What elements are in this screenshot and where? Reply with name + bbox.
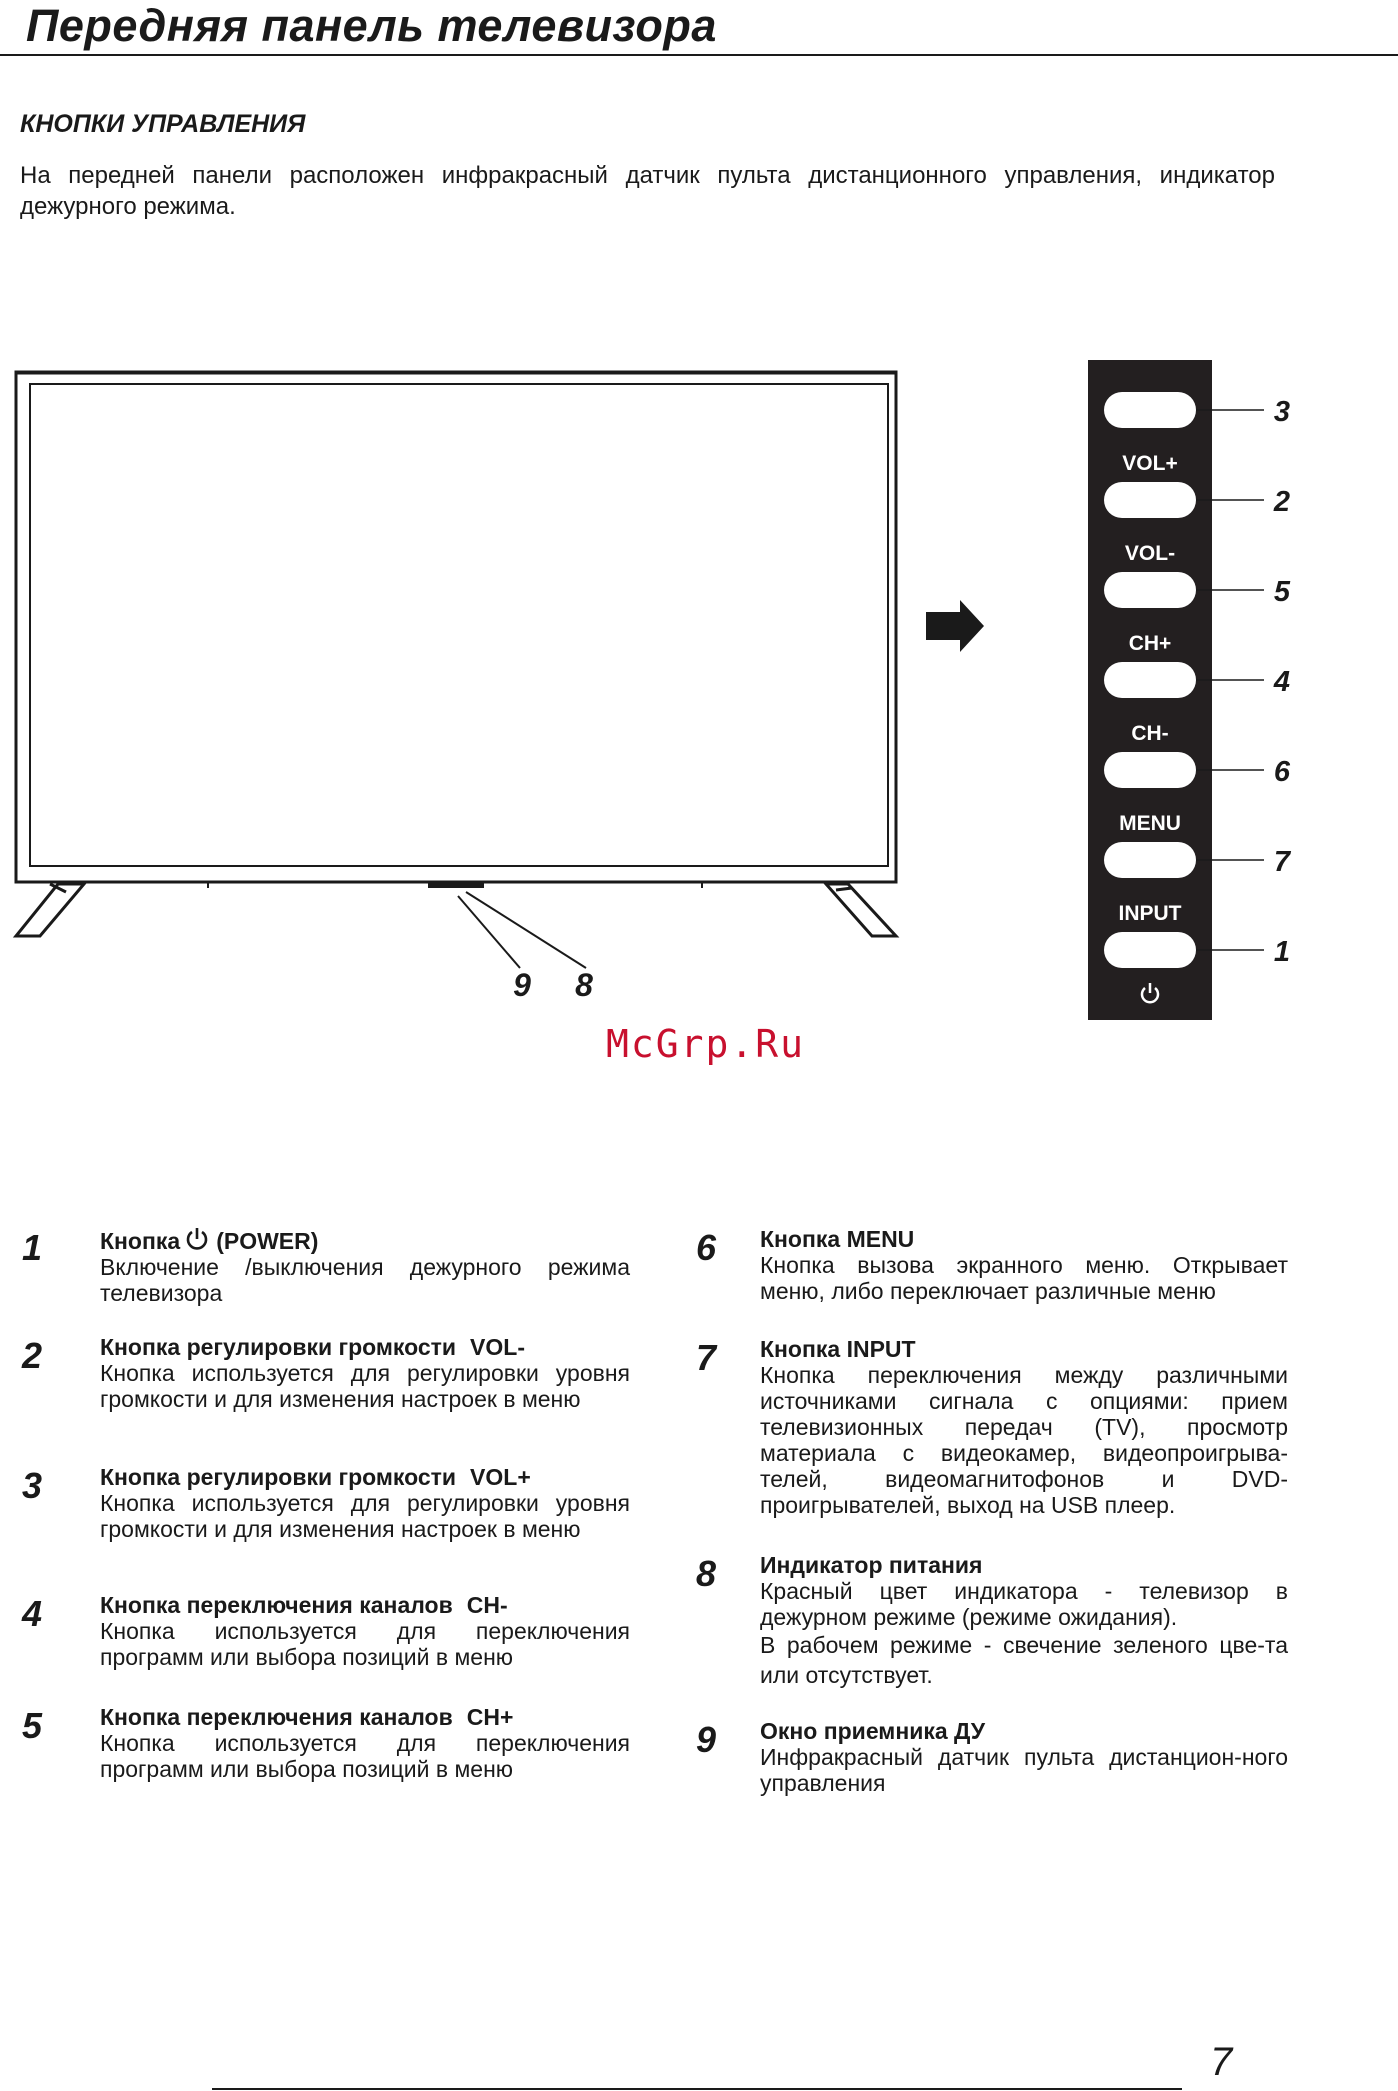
panel-callout-7: 7 xyxy=(1273,846,1291,878)
item-text: Кнопка переключения между различными источниками сигнала с опциями: прием телевизионных передач (TV), просмотр материала с видеокамер, видеопроигрыва-телей, видеомагнитофонов и DVD-проигрывателей, выход на USB плеер. xyxy=(760,1362,1288,1518)
tv-callout-8: 8 xyxy=(575,967,593,1003)
item-number: 5 xyxy=(22,1705,43,1746)
item-text: Кнопка используется для регулировки уровня громкости и для изменения настроек в меню xyxy=(100,1360,630,1412)
panel-callout-5: 5 xyxy=(1273,576,1291,608)
panel-button-vol- xyxy=(1104,482,1196,518)
panel-callout-1: 1 xyxy=(1273,936,1291,968)
panel-callout-6: 6 xyxy=(1273,756,1291,788)
item-code: (POWER) xyxy=(216,1228,319,1254)
item-title: Кнопка MENU xyxy=(760,1226,915,1252)
section-heading: КНОПКИ УПРАВЛЕНИЯ xyxy=(20,110,306,138)
item-code: VOL+ xyxy=(470,1464,531,1490)
panel-label-ch+: CH+ xyxy=(1128,632,1172,655)
item-text: Кнопка используется для регулировки уровня громкости и для изменения настроек в меню xyxy=(100,1490,630,1542)
item-number: 2 xyxy=(22,1335,43,1376)
panel-label-input: INPUT xyxy=(1118,902,1182,925)
item-title: Индикатор питания xyxy=(760,1552,983,1578)
panel-button-vol+ xyxy=(1104,392,1196,428)
panel-button-power xyxy=(1104,932,1196,968)
description-item xyxy=(22,1334,630,1412)
item-number: 8 xyxy=(696,1553,717,1594)
panel-label-vol-: VOL- xyxy=(1124,542,1176,565)
watermark: McGrp.Ru xyxy=(606,1022,806,1066)
item-title: Кнопка переключения каналов CH+ xyxy=(100,1704,514,1730)
panel-callout-4: 4 xyxy=(1273,666,1291,698)
arrow-right-icon xyxy=(926,600,984,652)
item-number: 7 xyxy=(696,1337,717,1378)
item-title: Кнопка INPUT xyxy=(760,1336,916,1362)
item-text: Кнопка вызова экранного меню. Открывает меню, либо переключает различные меню xyxy=(760,1252,1288,1304)
panel-label-ch-: CH- xyxy=(1131,722,1169,745)
tv-outer-frame xyxy=(16,372,896,882)
intro-paragraph: На передней панели расположен инфракрасный датчик пульта дистанционного управления, индикатор дежурного режима. xyxy=(20,162,1275,220)
description-item xyxy=(22,1464,630,1542)
panel-button-input xyxy=(1104,842,1196,878)
power-icon xyxy=(184,1226,210,1252)
item-number: 3 xyxy=(22,1465,43,1506)
description-item xyxy=(22,1592,630,1670)
item-number: 9 xyxy=(696,1719,717,1760)
item-text-extra: В рабочем режиме - свечение зеленого цве-та или отсутствует. xyxy=(760,1632,1288,1688)
item-number: 4 xyxy=(22,1593,43,1634)
item-number: 1 xyxy=(22,1227,43,1268)
item-number: 6 xyxy=(696,1227,717,1268)
panel-button-ch- xyxy=(1104,662,1196,698)
item-text: Кнопка используется для переключения программ или выбора позиций в меню xyxy=(100,1730,630,1782)
tv-callout-9: 9 xyxy=(513,967,531,1003)
item-text: Красный цвет индикатора - телевизор в дежурном режиме (режиме ожидания). xyxy=(760,1578,1288,1630)
description-item xyxy=(696,1226,1288,1304)
description-item xyxy=(696,1718,1288,1796)
description-item xyxy=(696,1552,1288,1690)
item-code: VOL- xyxy=(470,1334,525,1360)
panel-callout-3: 3 xyxy=(1273,396,1291,428)
tv-stand-left xyxy=(16,884,84,936)
item-text: Инфракрасный датчик пульта дистанцион-ного управления xyxy=(760,1744,1288,1796)
description-item xyxy=(22,1704,630,1782)
item-text: Включение /выключения дежурного режима телевизора xyxy=(100,1254,630,1306)
item-title: Окно приемника ДУ xyxy=(760,1718,986,1744)
footer-divider xyxy=(212,2088,1182,2090)
description-item xyxy=(696,1336,1288,1518)
panel-callout-2: 2 xyxy=(1273,486,1291,518)
ir-sensor-indicator xyxy=(428,882,484,888)
item-text: Кнопка используется для переключения программ или выбора позиций в меню xyxy=(100,1618,630,1670)
item-title: Кнопка переключения каналов CH- xyxy=(100,1592,508,1618)
item-code: CH- xyxy=(466,1592,508,1618)
item-title: Кнопка регулировки громкости VOL- xyxy=(100,1334,525,1360)
item-title: Кнопка (POWER) xyxy=(100,1228,319,1254)
tv-screen xyxy=(30,384,888,866)
item-code: CH+ xyxy=(466,1704,514,1730)
panel-label-menu: MENU xyxy=(1119,812,1181,835)
page-title: Передняя панель телевизора xyxy=(26,0,717,51)
panel-button-menu xyxy=(1104,752,1196,788)
tv-stand-right xyxy=(826,884,896,936)
page-number: 7 xyxy=(1210,2040,1233,2084)
panel-label-vol+: VOL+ xyxy=(1122,452,1178,475)
item-title: Кнопка регулировки громкости VOL+ xyxy=(100,1464,531,1490)
panel-button-ch+ xyxy=(1104,572,1196,608)
description-item xyxy=(22,1226,630,1306)
